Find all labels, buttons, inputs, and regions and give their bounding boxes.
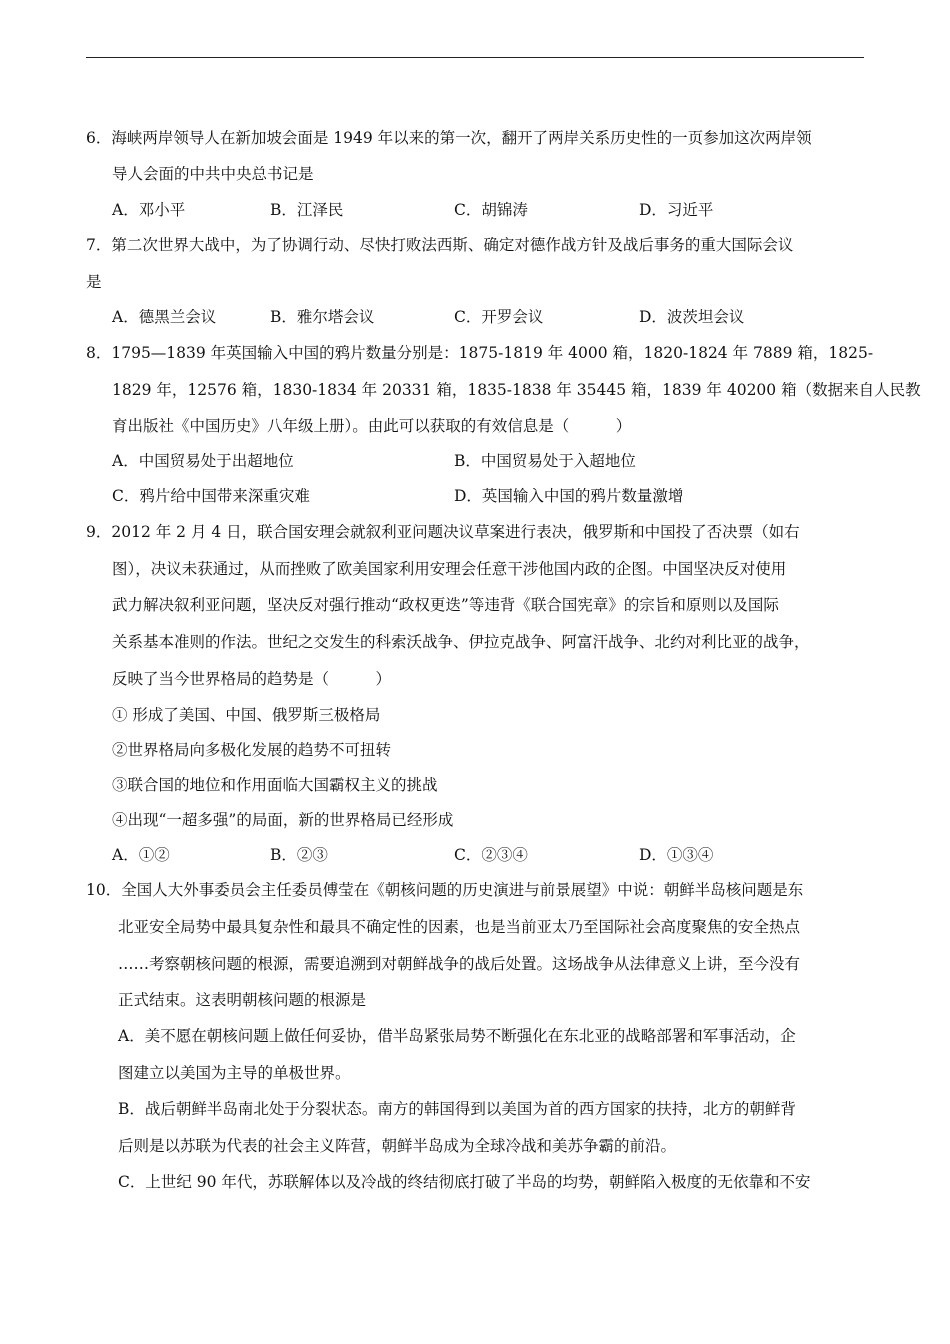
q8-option-c[interactable]: C．鸦片给中国带来深重灾难 [112, 487, 310, 505]
q9-stem-line2: 图），决议未获通过，从而挫败了欧美国家利用安理会任意干涉他国内政的企图。中国坚决反对使用 [112, 560, 787, 578]
q9-statement-1: ① 形成了美国、中国、俄罗斯三极格局 [112, 706, 381, 724]
q10-stem-line2: 北亚安全局势中最具复杂性和最具不确定性的因素，也是当前亚太乃至国际社会高度聚焦的安全热点 [118, 918, 801, 936]
q9-option-d[interactable]: D．①③④ [639, 846, 714, 864]
q6-option-b[interactable]: B．江泽民 [270, 201, 344, 219]
q8-option-d[interactable]: D．英国输入中国的鸦片数量激增 [454, 487, 684, 505]
q9-stem-line4: 关系基本准则的作法。世纪之交发生的科索沃战争、伊拉克战争、阿富汗战争、北约对利比亚的战争， [112, 633, 810, 651]
q6-option-d[interactable]: D．习近平 [639, 201, 714, 219]
q9-stem-line5: 反映了当今世界格局的趋势是（ ） [112, 670, 392, 688]
q7-stem-line2: 是 [86, 273, 102, 291]
q10-option-b-line2: 后则是以苏联为代表的社会主义阵营，朝鲜半岛成为全球冷战和美苏争霸的前沿。 [118, 1137, 677, 1155]
q6-stem-line1: 6．海峡两岸领导人在新加坡会面是 1949 年以来的第一次，翻开了两岸关系历史性的一页参加这次两岸领 [86, 129, 812, 147]
q10-stem-line3: ……考察朝核问题的根源，需要追溯到对朝鲜战争的战后处置。这场战争从法律意义上讲，至今没有 [118, 955, 801, 973]
q8-option-a[interactable]: A．中国贸易处于出超地位 [112, 452, 294, 470]
q8-option-b[interactable]: B．中国贸易处于入超地位 [454, 452, 636, 470]
q10-option-a-line2: 图建立以美国为主导的单极世界。 [118, 1064, 351, 1082]
q9-statement-2: ②世界格局向多极化发展的趋势不可扭转 [112, 741, 392, 759]
q8-stem-line1: 8．1795—1839 年英国输入中国的鸦片数量分别是：1875-1819 年 4000 箱，1820-1824 年 7889 箱，1825- [86, 344, 874, 362]
q7-option-c[interactable]: C．开罗会议 [454, 308, 544, 326]
q7-option-d[interactable]: D．波茨坦会议 [639, 308, 745, 326]
q10-option-c-line1[interactable]: C．上世纪 90 年代，苏联解体以及冷战的终结彻底打破了半岛的均势，朝鲜陷入极度的无依靠和不安 [118, 1173, 811, 1191]
q9-statement-4: ④出现“一超多强”的局面，新的世界格局已经形成 [112, 811, 454, 829]
q9-stem-line1: 9．2012 年 2 月 4 日，联合国安理会就叙利亚问题决议草案进行表决，俄罗斯和中国投了否决票（如右 [86, 523, 800, 541]
q9-option-c[interactable]: C．②③④ [454, 846, 528, 864]
q10-option-b-line1[interactable]: B．战后朝鲜半岛南北处于分裂状态。南方的韩国得到以美国为首的西方国家的扶持，北方的朝鲜背 [118, 1100, 796, 1118]
q6-stem-line2: 导人会面的中共中央总书记是 [112, 165, 314, 183]
q9-stem-line3: 武力解决叙利亚问题，坚决反对强行推动“政权更迭”等违背《联合国宪章》的宗旨和原则以及国际 [112, 596, 779, 614]
q8-stem-line3: 育出版社《中国历史》八年级上册）。由此可以获取的有效信息是（ ） [112, 417, 632, 435]
q6-option-c[interactable]: C．胡锦涛 [454, 201, 528, 219]
q10-stem-line4: 正式结束。这表明朝核问题的根源是 [118, 991, 367, 1009]
q6-option-a[interactable]: A．邓小平 [112, 201, 186, 219]
q9-statement-3: ③联合国的地位和作用面临大国霸权主义的挑战 [112, 776, 438, 794]
q10-stem-line1: 10．全国人大外事委员会主任委员傅莹在《朝核问题的历史演进与前景展望》中说：朝鲜半岛核问题是东 [86, 881, 804, 899]
q8-stem-line2: 1829 年，12576 箱，1830-1834 年 20331 箱，1835-1838 年 35445 箱，1839 年 40200 箱（数据来自人民教 [112, 381, 921, 399]
q7-option-b[interactable]: B．雅尔塔会议 [270, 308, 375, 326]
header-rule [86, 57, 864, 58]
q9-option-b[interactable]: B．②③ [270, 846, 328, 864]
q10-option-a-line1[interactable]: A．美不愿在朝核问题上做任何妥协，借半岛紧张局势不断强化在东北亚的战略部署和军事活动，企 [118, 1027, 796, 1045]
q9-option-a[interactable]: A．①② [112, 846, 170, 864]
q7-option-a[interactable]: A．德黑兰会议 [112, 308, 217, 326]
q7-stem-line1: 7．第二次世界大战中，为了协调行动、尽快打败法西斯、确定对德作战方针及战后事务的重大国际会议 [86, 236, 794, 254]
